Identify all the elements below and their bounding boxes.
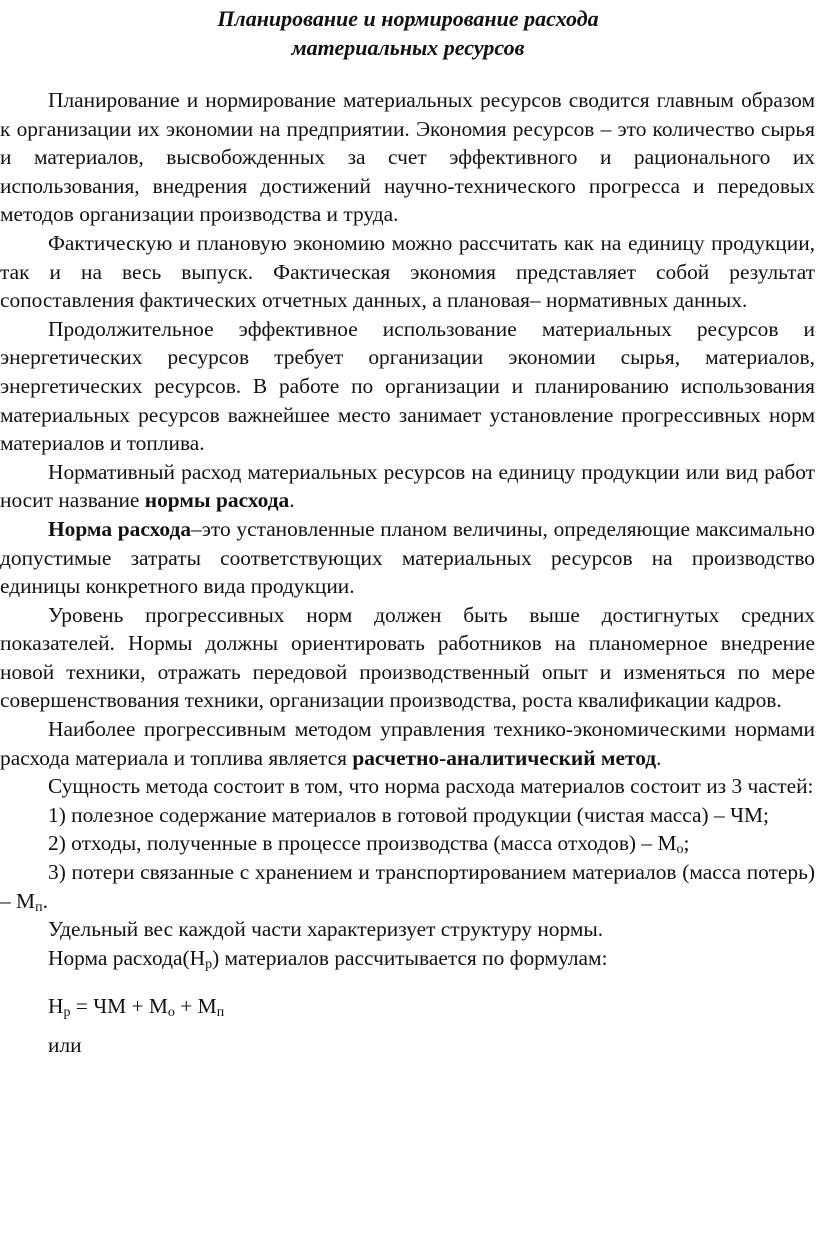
formula-m1-sub: о [167,1005,175,1021]
subscript-r: р [205,956,213,972]
list-item-2-text: 2) отходы, полученные в процессе производства (масса отходов) – М [48,831,677,856]
formula-h: Н [48,994,64,1019]
paragraph-7-end: . [656,745,662,770]
title-line-1: Планирование и нормирование расхода [217,6,599,31]
formula [0,972,815,1031]
paragraph-4-end: . [289,488,295,513]
formula-m2-sub: п [216,1005,225,1021]
formula-eq: = ЧМ + М [70,994,168,1019]
formula-h-sub: р [63,1005,71,1021]
term-method: расчетно-аналитический метод [352,745,657,770]
paragraph-1: Планирование и нормирование материальных ресурсов сводится главным образом к организации их экономии на предприятии. Экономия ресурсов – это количество сырья и материалов, высвобожденных за счет эффективного и рационального их использования, внедрения достижений научно-технического прогресса и передовых методов организации производства и труда. [0,88,815,227]
paragraph-7 [0,715,815,772]
title-line-2: материальных ресурсов [291,35,525,60]
definition-text: –это установленные планом величины, определяющие максимально допустимые затраты соответствующих материальных ресурсов на производство единицы конкретного вида продукции. [0,516,815,599]
list-item-2 [0,829,815,858]
paragraph-9: Удельный вес каждой части характеризует структуру нормы. [48,917,604,942]
list-item-3 [0,858,815,915]
formula-plus: + М [174,994,217,1019]
list-item-3-text: 3) потери связанные с хранением и транспортированием материалов (масса потерь) – М [0,860,815,913]
paragraph-2: Фактическую и плановую экономию можно рассчитать как на единицу продукции, так и на весь выпуск. Фактическая экономия представляет собой результат сопоставления фактических отчетных данных, а плановая– нормативных данных. [0,230,815,313]
paragraph-8: Сущность метода состоит в том, что норма расхода материалов состоит из 3 частей: [48,774,814,799]
paragraph-10 [0,944,815,973]
list-item-2-end: ; [683,831,690,856]
subscript-p: п [35,899,43,915]
list-item-3-end: . [42,888,48,913]
document-title [0,4,816,62]
paragraph-5 [0,515,815,601]
paragraph-7-text: Наиболее прогрессивным методом управления технико-экономическими нормами расхода материала и топлива является [0,717,815,770]
paragraph-4-text: Нормативный расход материальных ресурсов на единицу продукции или вид работ носит название [0,459,815,513]
paragraph-10-end: ) материалов рассчитывается по формулам: [212,945,608,970]
list-item-1: 1) полезное содержание материалов в готовой продукции (чистая масса) – ЧМ; [48,802,769,827]
definition-term: Норма расхода [48,516,192,541]
paragraph-4 [0,458,815,515]
word-ili: или [48,1033,82,1057]
paragraph-3: Продолжительное эффективное использование материальных ресурсов и энергетических ресурсов требует организации экономии сырья, материалов, энергетических ресурсов. В работе по организации и планированию использования материальных ресурсов важнейшее место занимает установление прогрессивных норм материалов и топлива. [0,316,815,456]
term-norma-raskhoda: нормы расхода [144,488,290,513]
paragraph-10-text: Норма расхода(Н [48,945,206,970]
subscript-o: о [676,842,684,858]
document-body [0,86,815,1060]
paragraph-6: Уровень прогрессивных норм должен быть выше достигнутых средних показателей. Нормы должны ориентировать работников на планомерное внедрение новой техники, отражать передовой производственный опыт и изменяться по мере совершенствования техники, организации производства, роста квалификации кадров. [0,602,815,713]
